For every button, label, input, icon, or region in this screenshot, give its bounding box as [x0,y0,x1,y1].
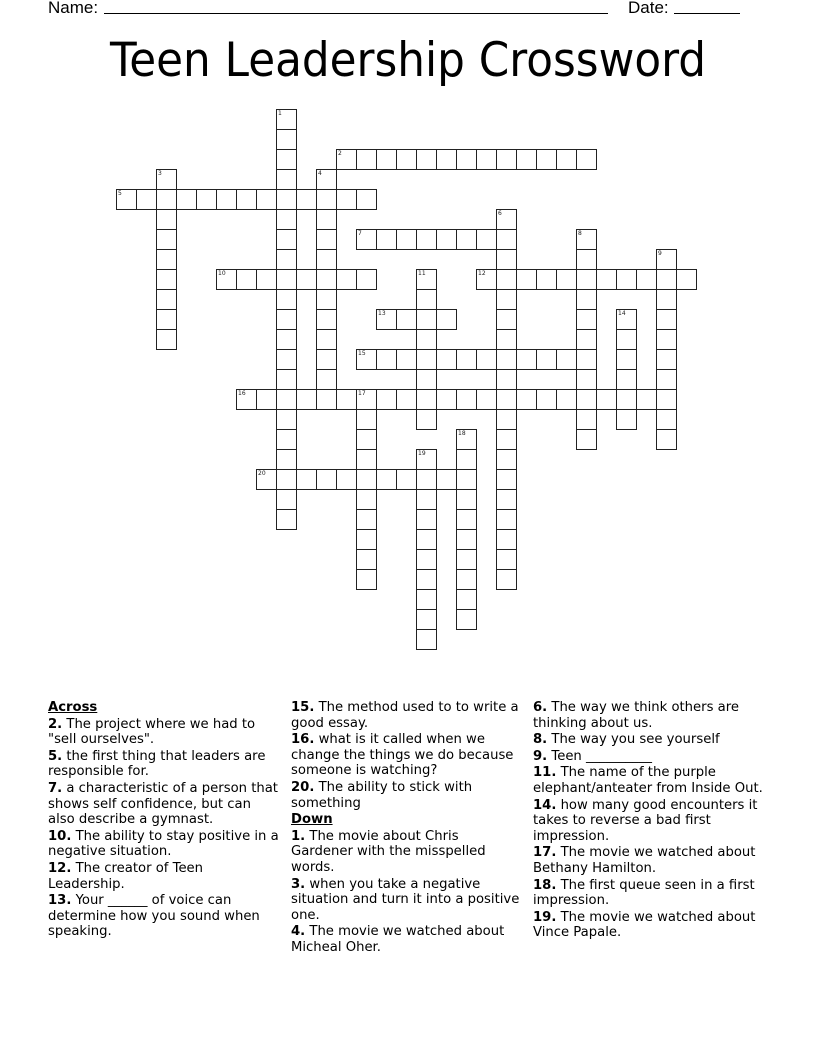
crossword-cell[interactable] [516,349,537,370]
crossword-cell[interactable] [436,229,457,250]
crossword-cell[interactable] [256,189,277,210]
date-label: Date: [628,0,669,17]
clue-down-17 [533,845,773,876]
crossword-cell[interactable] [416,149,437,170]
cell-number: 3 [158,170,162,177]
crossword-cell[interactable] [476,349,497,370]
crossword-cell[interactable] [416,389,437,410]
clue-across-20 [291,780,523,811]
crossword-cell[interactable] [176,189,197,210]
crossword-cell[interactable] [496,229,517,250]
crossword-cell[interactable] [356,349,377,370]
crossword-cell[interactable] [416,609,437,630]
cell-number: 19 [418,450,426,457]
cell-number: 8 [578,230,582,237]
clue-across-16 [291,732,523,779]
crossword-cell[interactable] [276,229,297,250]
crossword-cell[interactable] [416,589,437,610]
crossword-cell[interactable] [496,269,517,290]
clues-column-1 [48,700,280,941]
crossword-cell[interactable] [456,509,477,530]
clue-number: 5. [48,748,63,764]
crossword-cell[interactable] [356,149,377,170]
crossword-cell[interactable] [416,409,437,430]
crossword-cell[interactable] [456,149,477,170]
crossword-cell[interactable] [476,269,497,290]
crossword-cell[interactable] [636,389,657,410]
crossword-grid [117,110,717,670]
crossword-cell[interactable] [456,589,477,610]
crossword-cell[interactable] [496,309,517,330]
crossword-cell[interactable] [496,469,517,490]
crossword-cell[interactable] [496,349,517,370]
crossword-cell[interactable] [356,449,377,470]
crossword-cell[interactable] [416,489,437,510]
clue-across-13 [48,893,280,940]
clue-text: The creator of Teen Leadership. [48,860,204,892]
crossword-cell[interactable] [396,389,417,410]
crossword-cell[interactable] [316,189,337,210]
crossword-cell[interactable] [416,349,437,370]
name-date-header [48,0,748,20]
crossword-cell[interactable] [656,269,677,290]
clue-across-15 [291,700,523,731]
crossword-cell[interactable] [356,549,377,570]
clue-text: The ability to stay positive in a negative situation. [48,828,279,860]
crossword-cell[interactable] [156,169,177,190]
cell-number: 15 [358,350,366,357]
clue-text: The ability to stick with something [291,779,473,811]
crossword-cell[interactable] [616,389,637,410]
crossword-cell[interactable] [416,509,437,530]
crossword-cell[interactable] [476,389,497,410]
crossword-cell[interactable] [536,389,557,410]
crossword-cell[interactable] [316,249,337,270]
clue-number: 14. [533,797,557,813]
crossword-cell[interactable] [496,389,517,410]
name-label: Name: [48,0,99,17]
crossword-cell[interactable] [576,349,597,370]
crossword-cell[interactable] [676,269,697,290]
clue-text: The movie we watched about Bethany Hamilton. [533,845,756,876]
crossword-cell[interactable] [276,429,297,450]
crossword-cell[interactable] [216,189,237,210]
crossword-cell[interactable] [276,309,297,330]
clue-text: The way we think others are thinking about us. [533,700,739,731]
cell-number: 2 [338,150,342,157]
cell-number: 12 [478,270,486,277]
crossword-cell[interactable] [556,269,577,290]
crossword-cell[interactable] [416,449,437,470]
crossword-cell[interactable] [436,309,457,330]
clue-text: The project where we had to "sell ourselves". [48,716,256,748]
clue-text: The movie about Chris Gardener with the misspelled words. [291,828,486,875]
crossword-cell[interactable] [656,429,677,450]
crossword-cell[interactable] [276,349,297,370]
crossword-cell[interactable] [576,149,597,170]
crossword-cell[interactable] [336,189,357,210]
crossword-cell[interactable] [616,409,637,430]
clue-down-11 [533,765,773,796]
crossword-cell[interactable] [456,489,477,510]
crossword-cell[interactable] [536,269,557,290]
crossword-cell[interactable] [276,509,297,530]
clue-text: when you take a negative situation and turn it into a positive one. [291,876,520,923]
cell-number: 6 [498,210,502,217]
crossword-cell[interactable] [416,229,437,250]
clue-number: 9. [533,748,548,764]
clue-number: 1. [291,828,306,844]
clue-number: 15. [291,700,315,715]
clue-text: The method used to to write a good essay. [291,700,519,731]
crossword-cell[interactable] [456,569,477,590]
crossword-cell[interactable] [236,389,257,410]
crossword-cell[interactable] [456,229,477,250]
crossword-cell[interactable] [376,349,397,370]
crossword-cell[interactable] [356,189,377,210]
crossword-cell[interactable] [396,229,417,250]
across-heading: Across [48,700,98,715]
clues-column-3 [533,700,773,942]
crossword-cell[interactable] [356,269,377,290]
crossword-cell[interactable] [416,369,437,390]
clue-down-6 [533,700,773,731]
crossword-cell[interactable] [296,389,317,410]
crossword-cell[interactable] [556,149,577,170]
crossword-cell[interactable] [596,389,617,410]
clue-text: Your ______ of voice can determine how you sound when speaking. [48,893,260,940]
crossword-cell[interactable] [416,569,437,590]
crossword-cell[interactable] [416,469,437,490]
cell-number: 7 [358,230,362,237]
clue-number: 11. [533,765,557,781]
crossword-cell[interactable] [416,529,437,550]
crossword-cell[interactable] [276,329,297,350]
crossword-cell[interactable] [496,449,517,470]
clue-across-10 [48,829,280,860]
crossword-cell[interactable] [336,469,357,490]
crossword-cell[interactable] [136,189,157,210]
crossword-cell[interactable] [556,349,577,370]
crossword-cell[interactable] [496,149,517,170]
crossword-cell[interactable] [276,109,297,130]
clue-across-12 [48,861,280,892]
cell-number: 11 [418,270,426,277]
crossword-cell[interactable] [576,329,597,350]
down-heading: Down [291,812,333,828]
clue-number: 20. [291,779,315,795]
crossword-cell[interactable] [616,309,637,330]
clue-number: 16. [291,732,315,748]
crossword-cell[interactable] [296,269,317,290]
crossword-cell[interactable] [456,549,477,570]
crossword-cell[interactable] [396,469,417,490]
crossword-cell[interactable] [496,549,517,570]
clue-down-4 [291,924,523,955]
crossword-cell[interactable] [656,249,677,270]
crossword-cell[interactable] [616,369,637,390]
crossword-cell[interactable] [276,469,297,490]
crossword-cell[interactable] [656,289,677,310]
clue-down-1 [291,829,523,876]
clue-number: 3. [291,876,306,892]
clue-down-3 [291,877,523,924]
crossword-cell[interactable] [316,469,337,490]
crossword-cell[interactable] [616,269,637,290]
crossword-cell[interactable] [416,549,437,570]
crossword-cell[interactable] [156,269,177,290]
crossword-cell[interactable] [496,249,517,270]
clue-text: The movie we watched about Micheal Oher. [291,924,505,955]
crossword-cell[interactable] [456,529,477,550]
clue-number: 12. [48,860,72,876]
crossword-cell[interactable] [456,389,477,410]
clue-text: The first queue seen in a first impression. [533,877,755,909]
crossword-cell[interactable] [496,409,517,430]
crossword-cell[interactable] [376,229,397,250]
cell-number: 14 [618,310,626,317]
crossword-cell[interactable] [656,309,677,330]
crossword-cell[interactable] [416,629,437,650]
crossword-cell[interactable] [216,269,237,290]
cell-number: 9 [658,250,662,257]
crossword-cell[interactable] [356,489,377,510]
crossword-cell[interactable] [396,309,417,330]
crossword-cell[interactable] [276,449,297,470]
clue-down-9 [533,749,773,765]
crossword-cell[interactable] [496,529,517,550]
crossword-cell[interactable] [436,469,457,490]
crossword-cell[interactable] [456,469,477,490]
clue-text: The movie we watched about Vince Papale. [533,909,756,941]
crossword-cell[interactable] [276,209,297,230]
crossword-cell[interactable] [156,289,177,310]
crossword-cell[interactable] [516,149,537,170]
crossword-cell[interactable] [576,429,597,450]
crossword-cell[interactable] [256,269,277,290]
crossword-cell[interactable] [656,389,677,410]
crossword-cell[interactable] [276,269,297,290]
crossword-cell[interactable] [316,269,337,290]
crossword-cell[interactable] [156,249,177,270]
crossword-cell[interactable] [236,189,257,210]
crossword-cell[interactable] [496,209,517,230]
clue-down-18 [533,878,773,909]
clue-down-8 [533,732,773,748]
crossword-cell[interactable] [336,389,357,410]
crossword-cell[interactable] [416,289,437,310]
crossword-cell[interactable] [276,149,297,170]
clue-across-7 [48,781,280,828]
crossword-cell[interactable] [336,149,357,170]
crossword-cell[interactable] [496,509,517,530]
crossword-cell[interactable] [276,369,297,390]
clue-across-2 [48,717,280,748]
crossword-cell[interactable] [416,269,437,290]
crossword-cell[interactable] [516,389,537,410]
crossword-cell[interactable] [356,509,377,530]
crossword-cell[interactable] [516,269,537,290]
crossword-cell[interactable] [356,469,377,490]
crossword-cell[interactable] [456,449,477,470]
crossword-cell[interactable] [596,269,617,290]
cell-number: 4 [318,170,322,177]
crossword-cell[interactable] [336,269,357,290]
clue-number: 7. [48,780,63,796]
crossword-cell[interactable] [496,369,517,390]
crossword-cell[interactable] [536,149,557,170]
crossword-cell[interactable] [316,389,337,410]
clue-text: The way you see yourself [551,732,720,748]
clue-number: 17. [533,845,557,861]
cell-number: 20 [258,470,266,477]
cell-number: 16 [238,390,246,397]
crossword-cell[interactable] [416,329,437,350]
cell-number: 5 [118,190,122,197]
date-blank-line[interactable] [674,13,740,14]
crossword-cell[interactable] [156,229,177,250]
crossword-cell[interactable] [656,329,677,350]
crossword-cell[interactable] [576,369,597,390]
crossword-cell[interactable] [496,289,517,310]
crossword-cell[interactable] [416,309,437,330]
crossword-cell[interactable] [276,169,297,190]
clue-number: 4. [291,924,306,940]
crossword-cell[interactable] [356,529,377,550]
crossword-cell[interactable] [376,389,397,410]
crossword-cell[interactable] [276,489,297,510]
crossword-cell[interactable] [436,349,457,370]
crossword-cell[interactable] [616,329,637,350]
crossword-cell[interactable] [316,369,337,390]
crossword-cell[interactable] [496,489,517,510]
clue-text: the first thing that leaders are responsible for. [48,748,266,780]
crossword-cell[interactable] [316,309,337,330]
crossword-cell[interactable] [476,229,497,250]
cell-number: 18 [458,430,466,437]
crossword-cell[interactable] [116,189,137,210]
crossword-cell[interactable] [576,249,597,270]
crossword-cell[interactable] [436,389,457,410]
cell-number: 1 [278,110,282,117]
clue-down-14 [533,798,773,845]
clue-text: a characteristic of a person that shows self confidence, but can also describe a gymnast. [48,780,278,828]
crossword-cell[interactable] [576,269,597,290]
crossword-cell[interactable] [636,269,657,290]
crossword-cell[interactable] [296,469,317,490]
crossword-cell[interactable] [576,229,597,250]
crossword-cell[interactable] [556,389,577,410]
crossword-cell[interactable] [356,409,377,430]
clue-across-5 [48,749,280,780]
crossword-cell[interactable] [156,209,177,230]
crossword-cell[interactable] [656,409,677,430]
clue-text: The name of the purple elephant/anteater from Inside Out. [533,765,763,796]
crossword-cell[interactable] [376,469,397,490]
page-title: Teen Leadership Crossword [109,33,707,88]
clue-number: 13. [48,893,72,909]
crossword-cell[interactable] [316,169,337,190]
crossword-cell[interactable] [576,309,597,330]
crossword-cell[interactable] [456,349,477,370]
crossword-cell[interactable] [396,149,417,170]
clue-number: 19. [533,909,557,925]
crossword-cell[interactable] [436,149,457,170]
crossword-cell[interactable] [316,209,337,230]
crossword-cell[interactable] [356,229,377,250]
crossword-cell[interactable] [296,189,317,210]
crossword-cell[interactable] [356,389,377,410]
clue-text: how many good encounters it takes to reverse a bad first impression. [533,797,758,844]
crossword-cell[interactable] [576,409,597,430]
clue-number: 6. [533,700,548,715]
crossword-cell[interactable] [576,389,597,410]
crossword-cell[interactable] [496,329,517,350]
crossword-cell[interactable] [156,309,177,330]
clue-number: 8. [533,732,548,748]
crossword-cell[interactable] [276,409,297,430]
crossword-cell[interactable] [316,289,337,310]
crossword-cell[interactable] [356,429,377,450]
cell-number: 10 [218,270,226,277]
crossword-cell[interactable] [376,149,397,170]
crossword-cell[interactable] [456,609,477,630]
crossword-cell[interactable] [316,229,337,250]
clue-number: 10. [48,828,72,844]
crossword-cell[interactable] [576,289,597,310]
crossword-cell[interactable] [256,389,277,410]
crossword-cell[interactable] [536,349,557,370]
clue-text: what is it called when we change the things we do because someone is watching? [291,732,514,779]
crossword-cell[interactable] [396,349,417,370]
crossword-cell[interactable] [156,189,177,210]
crossword-cell[interactable] [276,389,297,410]
crossword-cell[interactable] [476,149,497,170]
crossword-cell[interactable] [276,189,297,210]
crossword-cell[interactable] [356,569,377,590]
clue-number: 18. [533,877,557,893]
cell-number: 17 [358,390,366,397]
crossword-cell[interactable] [236,269,257,290]
crossword-cell[interactable] [656,369,677,390]
crossword-cell[interactable] [256,469,277,490]
crossword-cell[interactable] [456,429,477,450]
crossword-cell[interactable] [496,429,517,450]
crossword-cell[interactable] [276,289,297,310]
crossword-cell[interactable] [316,349,337,370]
clue-number: 2. [48,716,63,732]
crossword-cell[interactable] [496,569,517,590]
cell-number: 13 [378,310,386,317]
crossword-cell[interactable] [376,309,397,330]
crossword-cell[interactable] [616,349,637,370]
crossword-cell[interactable] [196,189,217,210]
clues-column-2 [291,700,523,957]
crossword-cell[interactable] [656,349,677,370]
crossword-cell[interactable] [316,329,337,350]
name-blank-line[interactable] [104,13,608,14]
crossword-cell[interactable] [276,129,297,150]
clue-text: Teen __________ [551,748,652,764]
crossword-cell[interactable] [276,249,297,270]
clue-down-19 [533,910,773,941]
crossword-cell[interactable] [156,329,177,350]
